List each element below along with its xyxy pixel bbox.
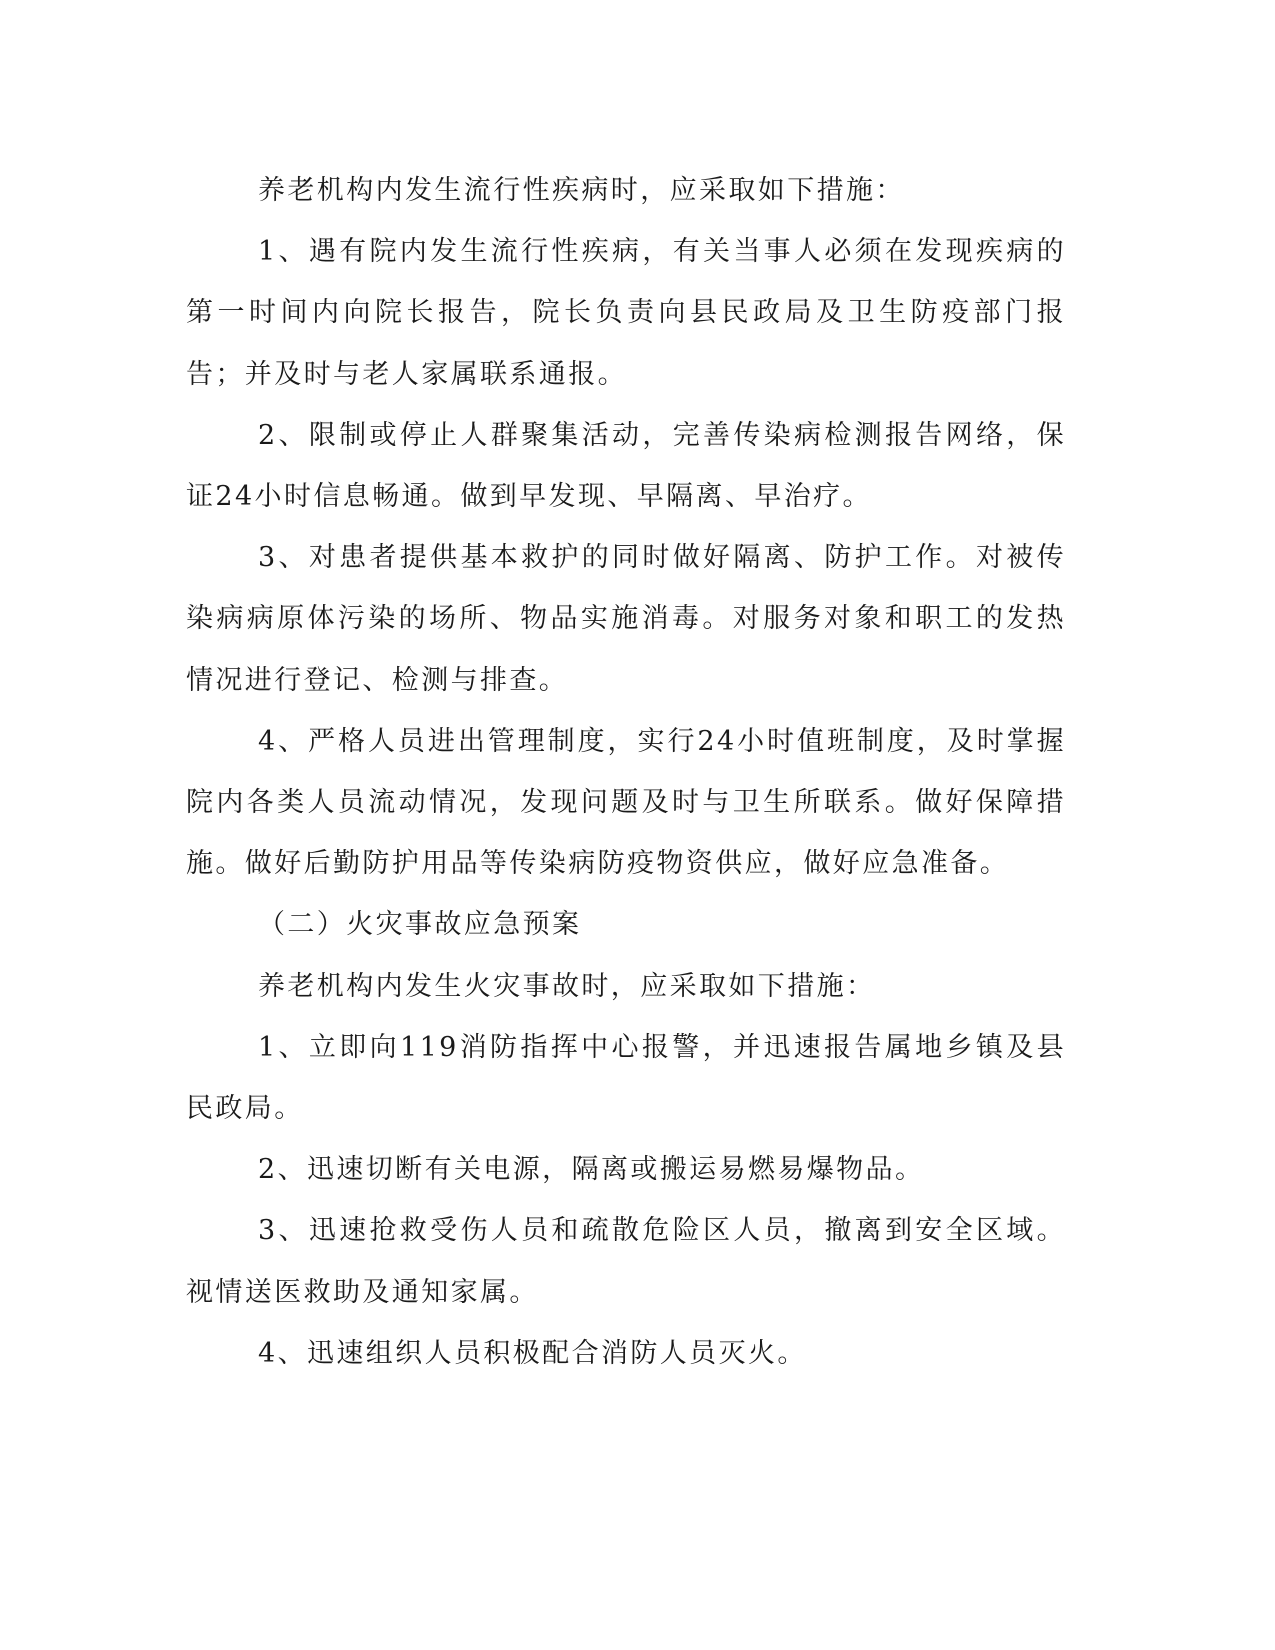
section-heading-fire: （二）火灾事故应急预案 bbox=[258, 909, 582, 941]
paragraph-epidemic-step-3: 3、对患者提供基本救护的同时做好隔离、防护工作。对被传染病病原体污染的场所、物品实施消毒。对服务对象和职工的发热情况进行登记、检测与排查。 bbox=[186, 542, 1066, 696]
paragraph-epidemic-step-1: 1、遇有院内发生流行性疾病，有关当事人必须在发现疾病的第一时间内向院长报告，院长负责向县民政局及卫生防疫部门报告；并及时与老人家属联系通报。 bbox=[186, 236, 1066, 390]
document-body bbox=[186, 160, 1066, 1384]
paragraph-fire-step-3: 3、迅速抢救受伤人员和疏散危险区人员，撤离到安全区域。视情送医救助及通知家属。 bbox=[186, 1215, 1066, 1308]
paragraph-fire-step-4: 4、迅速组织人员积极配合消防人员灭火。 bbox=[258, 1337, 807, 1369]
paragraph-fire-step-2: 2、迅速切断有关电源，隔离或搬运易燃易爆物品。 bbox=[258, 1154, 925, 1186]
paragraph-intro-fire: 养老机构内发生火灾事故时，应采取如下措施： bbox=[258, 970, 876, 1002]
paragraph-epidemic-step-2: 2、限制或停止人群聚集活动，完善传染病检测报告网络，保证24小时信息畅通。做到早发现、早隔离、早治疗。 bbox=[186, 419, 1066, 513]
paragraph-intro-epidemic: 养老机构内发生流行性疾病时，应采取如下措施： bbox=[258, 175, 905, 206]
paragraph-fire-step-1: 1、立即向119消防指挥中心报警，并迅速报告属地乡镇及县民政局。 bbox=[186, 1031, 1066, 1125]
paragraph-epidemic-step-4: 4、严格人员进出管理制度，实行24小时值班制度，及时掌握院内各类人员流动情况，发现问题及时与卫生所联系。做好保障措施。做好后勤防护用品等传染病防疫物资供应，做好应急准备。 bbox=[186, 725, 1066, 880]
